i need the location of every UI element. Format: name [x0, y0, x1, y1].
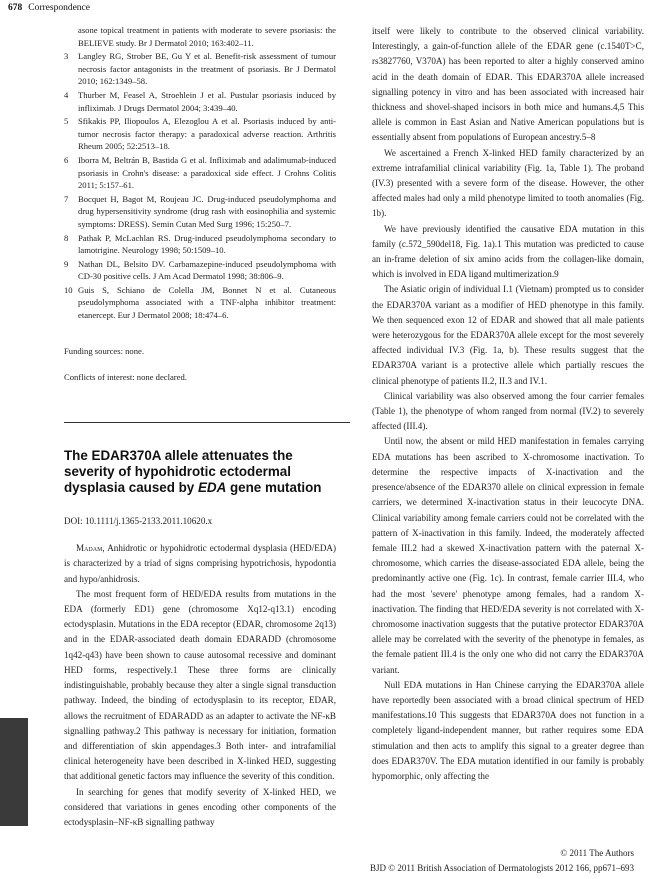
section-title: Correspondence — [28, 3, 90, 13]
reference-item: 5 Sfikakis PP, Iliopoulos A, Elezoglou A et al. Psoriasis induced by anti-tumor necrosis factor therapy: a paradoxical adverse reaction. Arthritis Rheum 2005; 52:2513–18. — [64, 116, 336, 152]
section-divider — [64, 422, 350, 423]
reference-item: 8 Pathak P, McLachlan RS. Drug-induced pseudolymphoma secondary to lamotrigine. Neurology 1998; 50:1509–10. — [64, 232, 336, 256]
body-paragraph: Null EDA mutations in Han Chinese carrying the EDAR370A allele have reportedly been associated with a broad clinical spectrum of HED manifestations.10 This suggests that EDAR370A does not function in a completely ligand-independent manner, but rather requires some EDA stimulation and then acts to amplify this signal to a greater degree than does EDAR370V. The EDA mutation identified in our family is probably hypomorphic, only affecting the — [372, 679, 644, 781]
body-paragraph: Madam, Anhidrotic or hypohidrotic ectodermal dysplasia (HED/EDA) is characterized by a triad of signs comprising hypotrichosis, hypodontia and hypo/anhidrosis. — [64, 543, 336, 584]
section-thumb-tab — [0, 718, 28, 826]
conflicts-statement: Conflicts of interest: none declared. — [64, 371, 187, 382]
reference-item: 4 Thurber M, Feasel A, Stroehlein J et al. Pustular psoriasis induced by infliximab. J Drugs Dermatol 2004; 3:439–40. — [64, 89, 336, 113]
footer-journal: BJD © 2011 British Association of Dermatologists 2012 166, pp671–693 — [369, 863, 634, 873]
body-paragraph: The most frequent form of HED/EDA results from mutations in the EDA (formerly ED1) gene (chromosome Xq12-q13.1) encoding ectodysplasin. Mutations in the EDA receptor (EDAR, chromosome 2q13) and in the EDAR-associated death domain EDARADD (chromosome 1q42-q43) have been shown to cause autosomal recessive and dominant HED forms, respectively.1 These three forms are clinically indistinguishable, probably because they alter a single signal transduction pathway. Indeed, the binding of ectodysplasin to its receptor, EDAR, allows the recruitment of EDARADD as an adapter to activate the NF-κB signalling pathway.2 This pathway is necessary for initiation, formation and differentiation of skin appendages.3 Both inter- and intrafamilial clinical heterogeneity have been described in X-linked HED, suggesting that additional genetic factors may influence the severity of this condition. — [64, 588, 336, 782]
left-column — [64, 24, 336, 830]
body-paragraph: Until now, the absent or mild HED manifestation in females carrying EDA mutations has been ascribed to X-chromosome inactivation. To determine the respective impacts of X-inactivation and the presence/absence of the EDAR370 allele on clinical expression in female carriers, we determined X-inactivation status in their leucocyte DNA. Clinical variability among female carriers could not be correlated with the pattern of X-inactivation in this family. Indeed, the moderately affected female III.2 had a skewed X-inactivation pattern with the paternal X-chromosome, which carries the disease-associated EDA allele, being the predominantly active one (Fig. 1c). In contrast, female carrier III.4, who had the most 'severe' phenotype among females, had a random X-inactivation. The finding that HED/EDA severity is not correlated with X-chromosome inactivation suggests that the putative protector EDAR370A allele may be correlated with the severity of the phenotype in females, as the female patient III.4 is the only one who did not carry the EDAR370A variant. — [372, 436, 644, 675]
running-header — [8, 3, 90, 13]
funding-statement: Funding sources: none. — [64, 345, 144, 356]
body-paragraph: Clinical variability was also observed among the four carrier females (Table 1), the phenotype of whom ranged from normal (IV.2) to severely affected (III.4). — [372, 390, 644, 432]
body-paragraph: We have previously identified the causative EDA mutation in this family (c.572_590del18, Fig. 1a).1 This mutation was predicted to cause an in-frame deletion of six amino acids from the collagen-like domain, which is involved in EDA ligand multimerization.9 — [372, 223, 644, 280]
right-column — [372, 24, 644, 784]
reference-item: asone topical treatment in patients with moderate to severe psoriasis: the BELIEVE study. Br J Dermatol 2010; 163:402–11. — [78, 25, 336, 48]
article-title: The EDAR370A allele attenuates the severity of hypohidrotic ectodermal dysplasia caused by EDA gene mutation — [64, 448, 322, 496]
reference-item: 9 Nathan DL, Belsito DV. Carbamazepine-induced pseudolymphoma with CD-30 positive cells. J Am Acad Dermatol 1998; 38:806–9. — [64, 258, 336, 282]
body-paragraph: The Asiatic origin of individual I.1 (Vietnam) prompted us to consider the EDAR370A variant as a modifier of HED phenotype in this family. We then sequenced exon 12 of EDAR and showed that all male patients were heterozygous for the EDAR370A allele except for the most severely affected individual IV.3 (Fig. 1a, b). These results suggest that the EDAR370A variant is a protective allele which partially rescues the clinical phenotype of patients II.2, II.3 and IV.1. — [372, 284, 644, 386]
body-paragraph: itself were likely to contribute to the observed clinical variability. Interestingly, a gain-of-function allele of the EDAR gene (c.1540T>C, rs3827760, V370A) has been reported to alter a highly conserved amino acid in the death domain of EDAR. This EDAR370A allele increased signalling potency in vitro and has been associated with increased hair thickness and shovel-shaped incisors in both mice and humans.4,5 This allele is common in East Asian and Native American populations but is essentially absent from populations of European ancestry.5–8 — [372, 26, 644, 143]
body-paragraph: In searching for genes that modify severity of X-linked HED, we considered that variations in genes encoding other components of the ectodysplasin–NF-κB signalling pathway — [64, 786, 336, 827]
reference-item: 6 Iborra M, Beltrán B, Bastida G et al. Infliximab and adalimumab-induced psoriasis in Crohn's disease: a paradoxical side effect. J Crohns Colitis 2011; 5:157–61. — [64, 154, 336, 191]
reference-item: 3 Langley RG, Strober BE, Gu Y et al. Benefit-risk assessment of tumour necrosis factor antagonists in the treatment of psoriasis. Br J Dermatol 2010; 162:1349–58. — [64, 51, 336, 87]
footer-copyright: © 2011 The Authors — [560, 848, 634, 858]
reference-item: 10 Guis S, Schiano de Colella JM, Bonnet N et al. Cutaneous pseudolymphoma associated with a TNF-alpha inhibitor treatment: etanercept. Eur J Dermatol 2008; 18:474–6. — [64, 284, 336, 321]
body-paragraph: We ascertained a French X-linked HED family characterized by an extreme intrafamilial clinical variability (Fig. 1a, Table 1). The proband (IV.3) presented with a severe form of the disease. However, the other affected males had only a mild phenotype limited to tooth anomalies (Fig. 1b). — [372, 147, 644, 219]
reference-item: 7 Bocquet H, Bagot M, Roujeau JC. Drug-induced pseudolymphoma and drug hypersensitivity syndrome (drug rash with eosinophilia and systemic symptoms: DRESS). Semin Cutan Med Surg 1996; 15:250–7. — [64, 193, 336, 229]
article-doi: DOI: 10.1111/j.1365-2133.2011.10620.x — [64, 516, 213, 527]
page-number: 678 — [8, 3, 23, 13]
